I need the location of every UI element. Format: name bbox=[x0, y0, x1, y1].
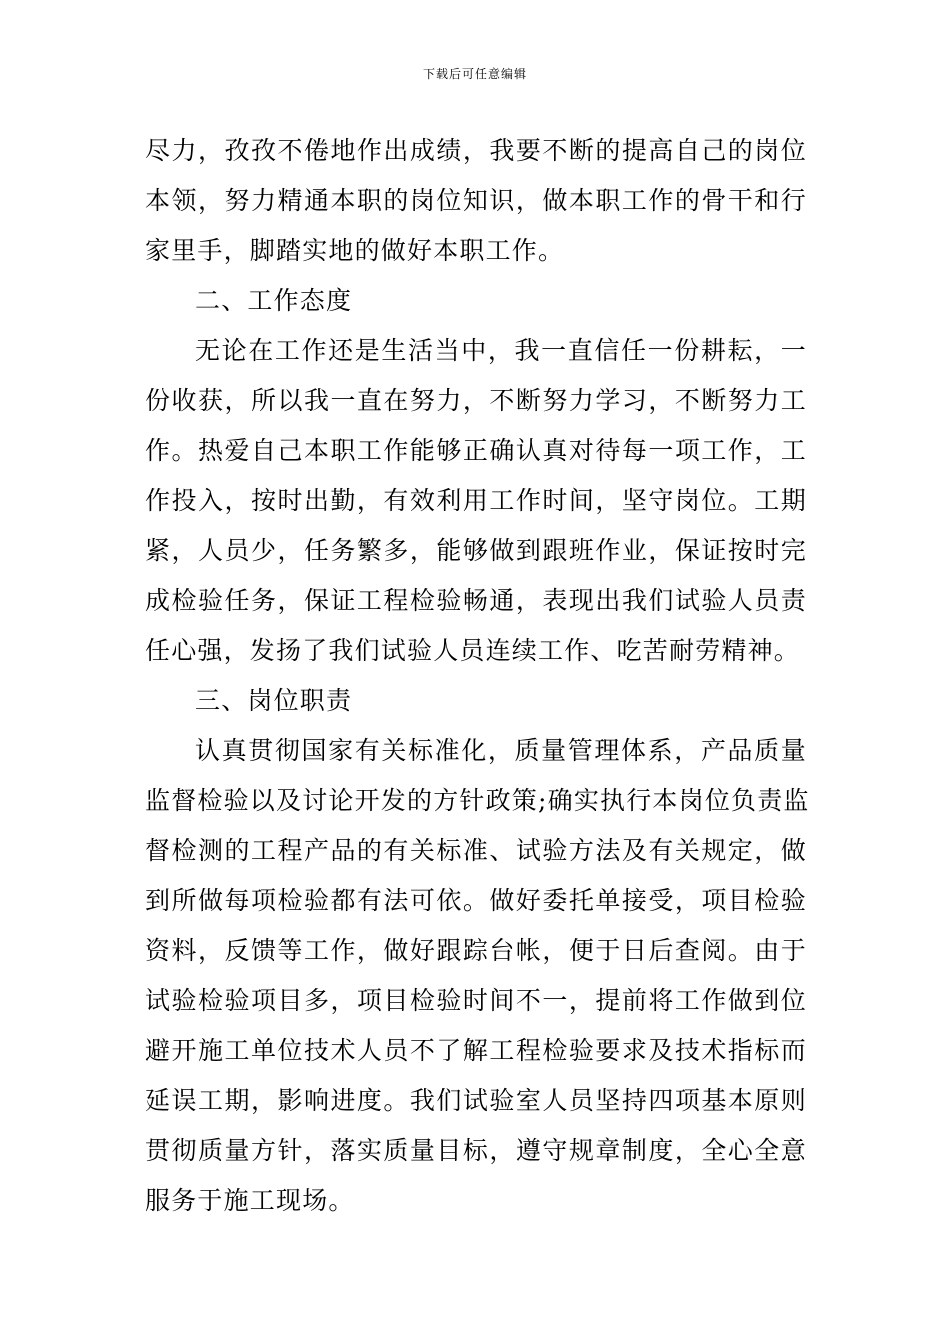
text-line: 任心强，发扬了我们试验人员连续工作、吃苦耐劳精神。 bbox=[145, 636, 801, 665]
text-line: 无论在工作还是生活当中，我一直信任一份耕耘，一 bbox=[195, 336, 807, 365]
page-header: 下载后可任意编辑 bbox=[422, 67, 527, 81]
text-line: 尽力，孜孜不倦地作出成绩，我要不断的提高自己的岗位 bbox=[145, 136, 807, 165]
text-line: 紧，人员少，任务繁多，能够做到跟班作业，保证按时完 bbox=[145, 536, 807, 565]
text-line: 监督检验以及讨论开发的方针政策;确实执行本岗位负责监 bbox=[145, 786, 810, 815]
text-line: 试验检验项目多，项目检验时间不一，提前将工作做到位 bbox=[145, 986, 807, 1015]
text-line: 三、岗位职责 bbox=[195, 686, 353, 715]
text-line: 服务于施工现场。 bbox=[145, 1186, 355, 1215]
text-line: 本领，努力精通本职的岗位知识，做本职工作的骨干和行 bbox=[145, 186, 807, 215]
text-line: 到所做每项检验都有法可依。做好委托单接受，项目检验 bbox=[145, 886, 807, 915]
text-line: 成检验任务，保证工程检验畅通，表现出我们试验人员责 bbox=[145, 586, 807, 615]
text-line: 贯彻质量方针，落实质量目标，遵守规章制度，全心全意 bbox=[145, 1136, 807, 1165]
text-line: 二、工作态度 bbox=[195, 286, 353, 315]
text-line: 避开施工单位技术人员不了解工程检验要求及技术指标而 bbox=[145, 1036, 807, 1065]
text-line: 延误工期，影响进度。我们试验室人员坚持四项基本原则 bbox=[145, 1086, 807, 1115]
text-line: 作。热爱自己本职工作能够正确认真对待每一项工作，工 bbox=[145, 436, 807, 465]
text-line: 作投入，按时出勤，有效利用工作时间，坚守岗位。工期 bbox=[145, 486, 807, 515]
text-line: 家里手，脚踏实地的做好本职工作。 bbox=[145, 236, 565, 265]
text-line: 认真贯彻国家有关标准化，质量管理体系，产品质量 bbox=[195, 736, 807, 765]
text-line: 份收获，所以我一直在努力，不断努力学习，不断努力工 bbox=[145, 386, 807, 415]
document-body bbox=[145, 126, 810, 1226]
text-line: 资料，反馈等工作，做好跟踪台帐，便于日后查阅。由于 bbox=[145, 936, 807, 965]
text-line: 督检测的工程产品的有关标准、试验方法及有关规定，做 bbox=[145, 836, 807, 865]
